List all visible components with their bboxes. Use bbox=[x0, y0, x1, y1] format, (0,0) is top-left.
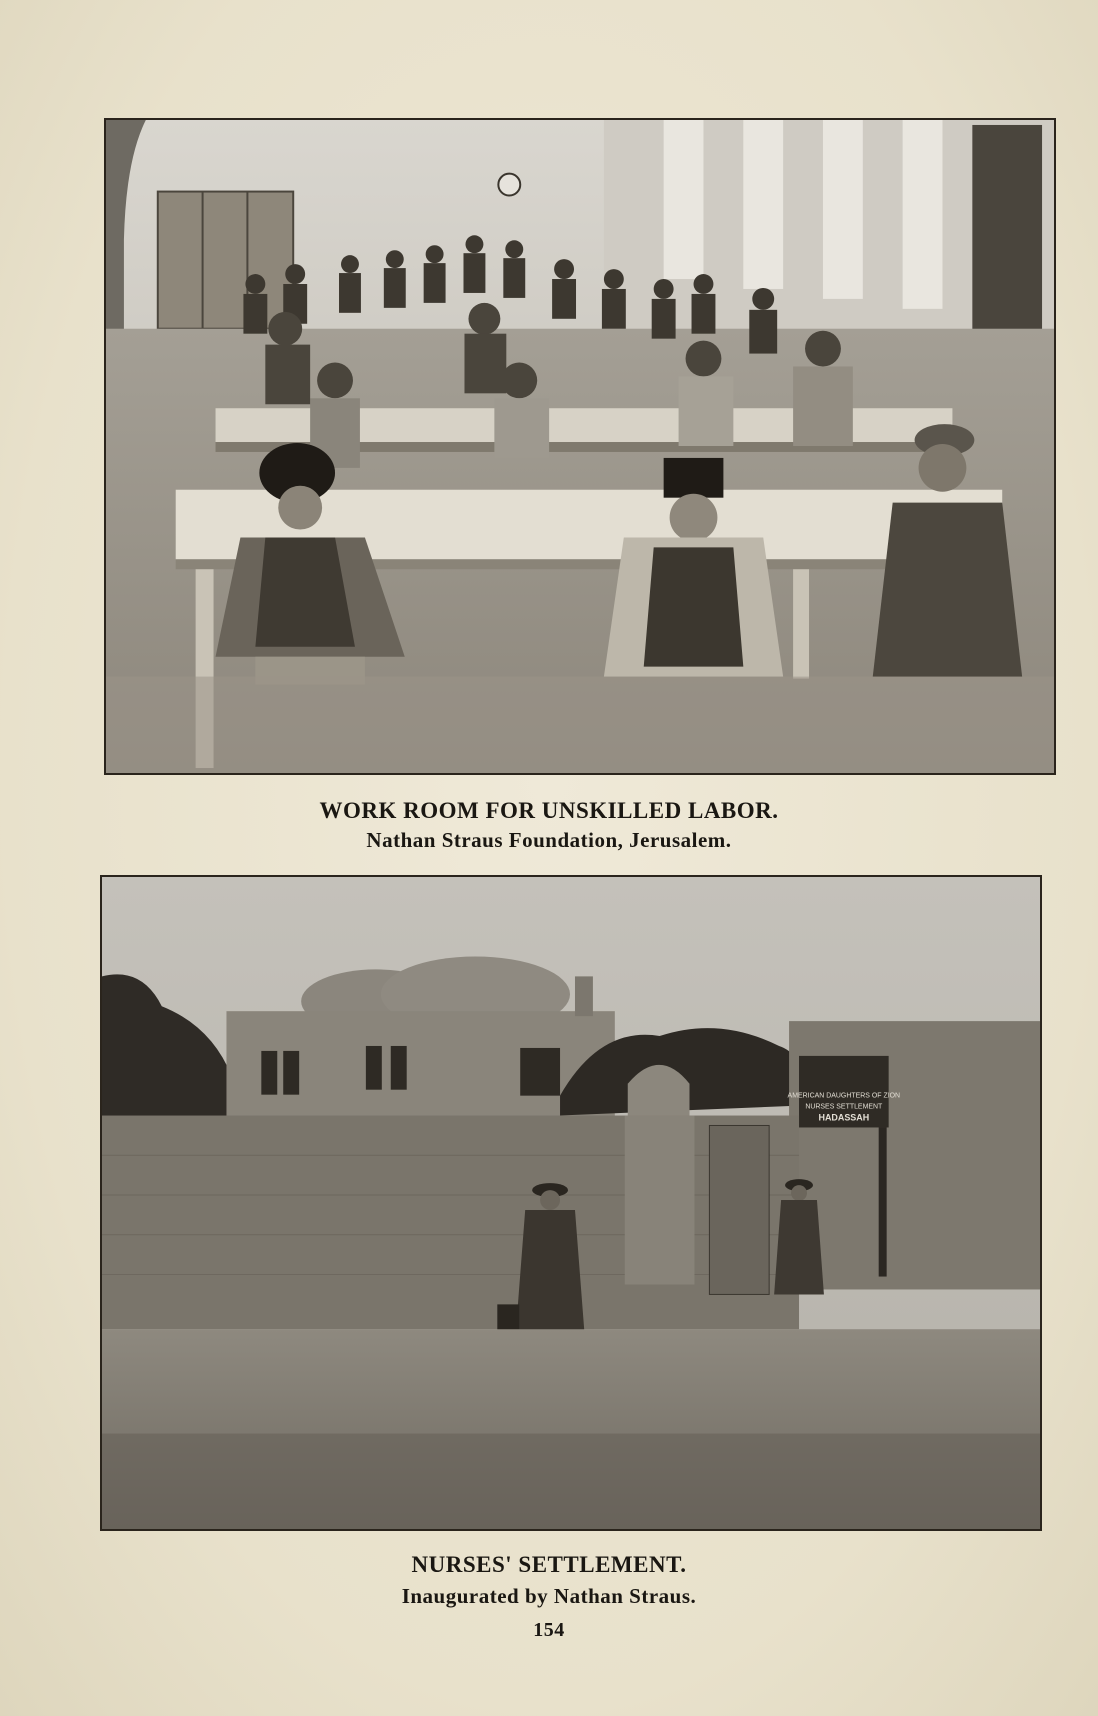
workroom-caption-title: WORK ROOM FOR UNSKILLED LABOR. bbox=[319, 798, 779, 823]
nurses-settlement-photo-illustration bbox=[102, 877, 1040, 1529]
sign-line-2: NURSES SETTLEMENT bbox=[805, 1103, 883, 1111]
sign-line-3: HADASSAH bbox=[818, 1112, 870, 1123]
workroom-photo-illustration bbox=[106, 120, 1054, 773]
nurses-caption-title: NURSES' SETTLEMENT. bbox=[411, 1552, 687, 1577]
workroom-photograph bbox=[104, 118, 1056, 775]
workroom-caption-subtitle: Nathan Straus Foundation, Jerusalem. bbox=[366, 828, 732, 852]
nurses-settlement-photograph bbox=[100, 875, 1042, 1531]
page-number: 154 bbox=[533, 1619, 565, 1641]
nurses-caption-subtitle: Inaugurated by Nathan Straus. bbox=[401, 1584, 697, 1608]
sign-line-1: AMERICAN DAUGHTERS OF ZION bbox=[787, 1092, 901, 1100]
